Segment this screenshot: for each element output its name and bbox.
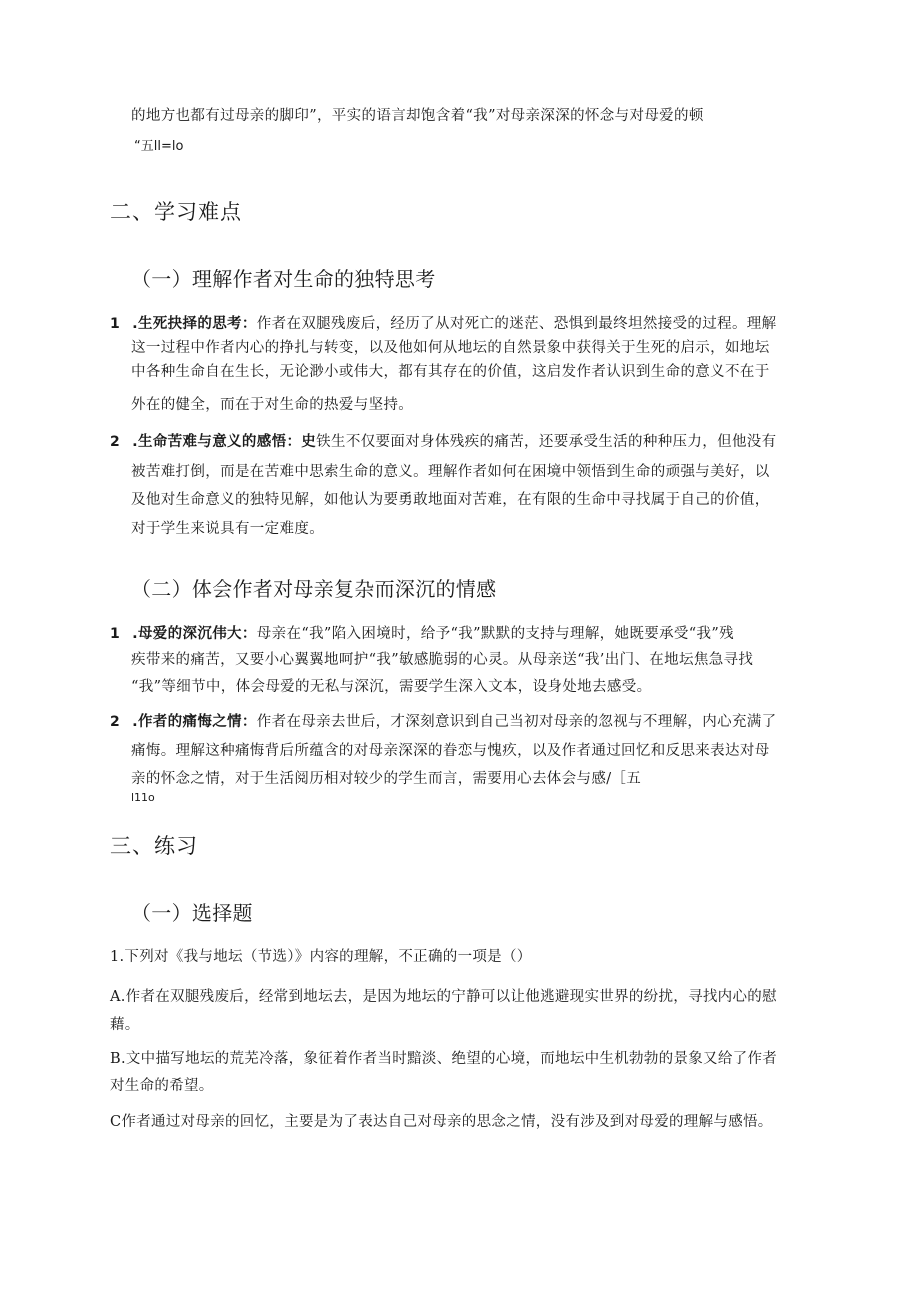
- list-number: 2: [110, 434, 121, 450]
- option-b: B.文中描写地坛的荒芜冷落，象征着作者当时黯淡、绝望的心境，而地坛中生机勃勃的景象又给了作者: [110, 1051, 778, 1067]
- question-1: 1.下列对《我与地坛（节选）》内容的理解，不正确的一项是（）: [110, 949, 532, 965]
- option-a: A.作者在双腿残废后，经常到地坛去，是因为地坛的宁静可以让他逃避现实世界的纷扰，寻找内心的慰: [110, 989, 777, 1005]
- option-a-continued: 藉。: [110, 1017, 140, 1033]
- item-text-line: 被苦难打倒，而是在苦难中思索生命的意义。理解作者如何在困境中领悟到生命的顽强与美好，以: [131, 464, 770, 480]
- option-b-continued: 对生命的希望。: [110, 1078, 214, 1094]
- item-term: .生命苦难与意义的感悟：史: [132, 434, 317, 450]
- item-text-line: l11o: [131, 791, 155, 804]
- list-number: 1: [110, 626, 121, 642]
- list-number: 2: [110, 714, 121, 730]
- item-term: .作者的痛悔之情：: [132, 714, 257, 730]
- item-text-line: 亲的怀念之情，对于生活阅历相对较少的学生而言，需要用心去体会与感/［五: [131, 771, 642, 787]
- item-text-line: 疾带来的痛苦，又要小心翼翼地呵护“我”敏感脆弱的心灵。从母亲送“我’出门、在地坛焦急寻找: [131, 652, 754, 668]
- list-item-suffering-meaning: [110, 432, 777, 452]
- item-text-line: 痛悔。理解这种痛悔背后所蕴含的对母亲深深的眷恋与愧疚，以及作者通过回忆和反思来表达对母: [131, 743, 770, 759]
- item-text: 作者在母亲去世后，才深刻意识到自己当初对母亲的忽视与不理解，内心充满了: [256, 714, 777, 730]
- list-item-regret: [110, 712, 777, 732]
- section-heading-practice: 三、练习: [110, 834, 198, 858]
- item-term: .母爱的深沉伟大：: [132, 626, 257, 642]
- item-text-line: 外在的健全，而在于对生命的热爱与坚持。: [131, 397, 414, 413]
- item-text: 母亲在“我”陷入困境时，给予“我”默默的支持与理解，她既要承受“我”残: [256, 626, 734, 642]
- list-item-mother-love: [110, 624, 734, 644]
- item-text: 铁生不仅要面对身体残疾的痛苦，还要承受生活的种种压力，但他没有: [316, 434, 777, 450]
- list-item-life-death: [110, 314, 777, 334]
- item-text: 作者在双腿残废后，经历了从对死亡的迷茫、恐惧到最终坦然接受的过程。理解: [256, 316, 777, 332]
- list-number: 1: [110, 316, 121, 332]
- subheading-life-thinking: （一）理解作者对生命的独特思考: [131, 267, 436, 291]
- item-text-line: “我”等细节中，体会母爱的无私与深沉，需要学生深入文本，设身处地去感受。: [131, 679, 652, 695]
- option-c: C作者通过对母亲的回忆，主要是为了表达自己对母亲的思念之情，没有涉及到对母爱的理解与感悟。: [110, 1114, 773, 1130]
- section-heading-learning-difficulties: 二、学习难点: [110, 200, 242, 224]
- item-term: .生死抉择的思考：: [132, 316, 257, 332]
- item-text-line: 对于学生来说具有一定难度。: [131, 521, 325, 537]
- item-text-line: 中各种生命自在生长，无论渺小或伟大，都有其存在的价值，这启发作者认识到生命的意义不在于: [131, 364, 770, 380]
- subheading-multiple-choice: （一）选择题: [131, 901, 253, 925]
- intro-line-1: 的地方也都有过母亲的脚印”，平实的语言却饱含着“我”对母亲深深的怀念与对母爱的顿: [131, 108, 704, 124]
- item-text-line: 这一过程中作者内心的挣扎与转变，以及他如何从地坛的自然景象中获得关于生死的启示，如地坛: [131, 340, 770, 356]
- subheading-mother-emotion: （二）体会作者对母亲复杂而深沉的情感: [131, 577, 497, 601]
- item-text-line: 及他对生命意义的独特见解，如他认为要勇敢地面对苦难，在有限的生命中寻找属于自己的价值，: [131, 492, 770, 508]
- intro-line-2: “五ll=lo: [134, 139, 184, 154]
